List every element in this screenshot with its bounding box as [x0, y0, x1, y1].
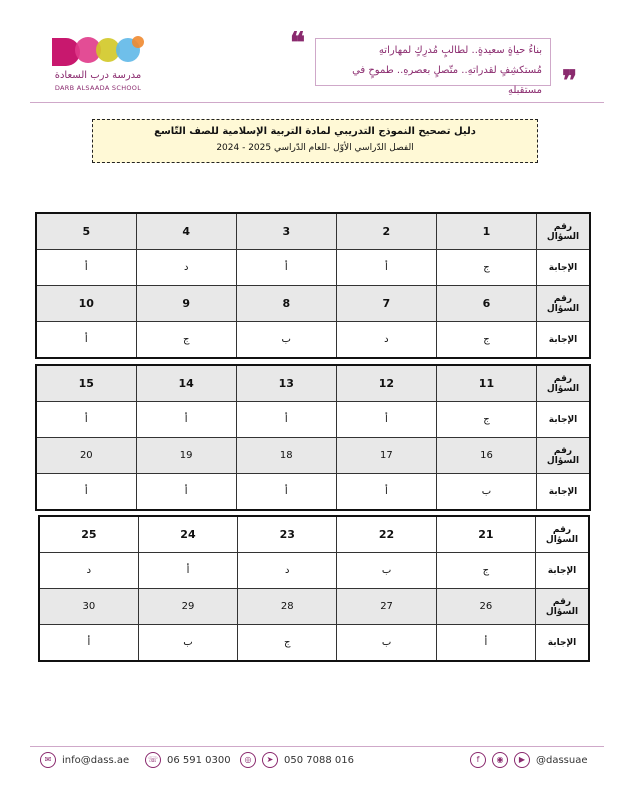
answer-cell: ج	[436, 553, 535, 589]
answer-cell: أ	[336, 250, 436, 286]
facebook-icon[interactable]: f	[470, 752, 486, 768]
question-number: 21	[436, 516, 535, 553]
answer-label: الإجابة	[536, 553, 590, 589]
answer-cell: أ	[436, 625, 535, 662]
answer-cell: أ	[39, 625, 138, 662]
phone-contact[interactable]	[145, 752, 231, 768]
answer-cell: أ	[136, 402, 236, 438]
question-number: 9	[136, 286, 236, 322]
answer-cell: د	[336, 322, 436, 359]
question-number: 11	[436, 365, 536, 402]
answer-cell: ب	[337, 553, 436, 589]
answer-cell: ج	[136, 322, 236, 359]
table-row	[39, 553, 589, 589]
question-label: رقم السؤال	[537, 286, 591, 322]
answer-cell: أ	[336, 474, 436, 511]
logo-english-text: DARB ALSAADA SCHOOL	[54, 84, 142, 92]
answer-label: الإجابة	[537, 250, 591, 286]
school-slogan	[315, 38, 551, 96]
open-quote-icon: ❝	[290, 26, 306, 59]
slogan-line-2: مُستكشِفٍ لقدراتهِ.. متّصلٍ بعصرهِ.. طموحٍ في مستقبلهِ	[352, 65, 542, 96]
answer-cell: أ	[36, 402, 136, 438]
answer-cell: أ	[136, 474, 236, 511]
table-row	[36, 402, 590, 438]
email-text: info@dass.ae	[62, 754, 130, 766]
logo-arabic-text: مدرسة درب السعادة	[54, 70, 142, 81]
table-row	[39, 516, 589, 553]
question-label: رقم السؤال	[537, 365, 591, 402]
table-row	[36, 213, 590, 250]
question-number: 12	[336, 365, 436, 402]
social-contact[interactable]	[470, 752, 588, 768]
youtube-icon[interactable]: ▶	[514, 752, 530, 768]
social-handle: @dassuae	[536, 754, 588, 766]
question-number: 22	[337, 516, 436, 553]
question-number: 2	[336, 213, 436, 250]
footer-contacts	[40, 752, 596, 772]
phone-text: 06 591 0300	[167, 754, 231, 766]
table-row	[36, 322, 590, 359]
answer-cell: أ	[36, 322, 136, 359]
question-label: رقم السؤال	[537, 213, 591, 250]
telegram-icon: ➤	[262, 752, 278, 768]
answer-cell: ج	[436, 402, 536, 438]
whatsapp-icon: ◎	[240, 752, 256, 768]
answer-cell: د	[136, 250, 236, 286]
question-label: رقم السؤال	[536, 516, 590, 553]
answer-cell: ج	[436, 250, 536, 286]
answer-cell: أ	[236, 250, 336, 286]
document-title: دليل تصحيح النموذج التدريبي لمادة التربية الإسلامية للصف التّاسع	[154, 126, 476, 137]
question-number: 28	[238, 589, 337, 625]
table-row	[39, 589, 589, 625]
question-number: 23	[238, 516, 337, 553]
answer-cell: ج	[436, 322, 536, 359]
answer-cell: ب	[337, 625, 436, 662]
question-number: 18	[236, 438, 336, 474]
instagram-icon[interactable]: ◉	[492, 752, 508, 768]
table-row	[36, 474, 590, 511]
answer-cell: ج	[238, 625, 337, 662]
table-row	[36, 365, 590, 402]
answer-cell: أ	[336, 402, 436, 438]
question-number: 24	[138, 516, 237, 553]
footer-divider	[30, 746, 604, 747]
question-number: 25	[39, 516, 138, 553]
answer-label: الإجابة	[537, 474, 591, 511]
document-title-box	[92, 119, 538, 163]
document-subtitle: الفصل الدّراسي الأوّل -للعام الدّراسي 2025 - 2024	[216, 143, 414, 153]
answer-cell: أ	[236, 474, 336, 511]
question-number: 5	[36, 213, 136, 250]
question-number: 26	[436, 589, 535, 625]
email-contact[interactable]	[40, 752, 129, 768]
header-divider	[30, 102, 604, 103]
question-number: 8	[236, 286, 336, 322]
answer-cell: أ	[236, 402, 336, 438]
question-number: 29	[138, 589, 237, 625]
question-number: 7	[336, 286, 436, 322]
answer-cell: د	[39, 553, 138, 589]
question-number: 16	[436, 438, 536, 474]
answer-table-1	[35, 212, 591, 359]
answer-cell: أ	[36, 474, 136, 511]
question-number: 1	[436, 213, 536, 250]
answer-cell: أ	[36, 250, 136, 286]
answer-cell: ب	[236, 322, 336, 359]
question-number: 14	[136, 365, 236, 402]
table-row	[36, 438, 590, 474]
answer-cell: ب	[138, 625, 237, 662]
email-icon: ✉	[40, 752, 56, 768]
question-number: 10	[36, 286, 136, 322]
answer-cell: د	[238, 553, 337, 589]
question-number: 15	[36, 365, 136, 402]
table-row	[36, 250, 590, 286]
mobile-contact[interactable]	[240, 752, 354, 768]
question-number: 19	[136, 438, 236, 474]
question-number: 30	[39, 589, 138, 625]
close-quote-icon: ❞	[562, 64, 578, 97]
question-number: 13	[236, 365, 336, 402]
answer-cell: ب	[436, 474, 536, 511]
question-number: 3	[236, 213, 336, 250]
answer-table-2	[35, 364, 591, 511]
question-number: 6	[436, 286, 536, 322]
answer-label: الإجابة	[537, 322, 591, 359]
mobile-text: 050 7088 016	[284, 754, 354, 766]
question-number: 4	[136, 213, 236, 250]
table-row	[36, 286, 590, 322]
answer-cell: أ	[138, 553, 237, 589]
question-number: 17	[336, 438, 436, 474]
question-label: رقم السؤال	[537, 438, 591, 474]
phone-icon: ☏	[145, 752, 161, 768]
question-label: رقم السؤال	[536, 589, 590, 625]
answer-table-3	[38, 515, 590, 662]
answer-label: الإجابة	[537, 402, 591, 438]
question-number: 27	[337, 589, 436, 625]
question-number: 20	[36, 438, 136, 474]
table-row	[39, 625, 589, 662]
slogan-line-1: بناءُ حياةٍ سعيدةٍ.. لطالبٍ مُدرِكٍ لمهاراتهِ	[378, 45, 542, 56]
answer-label: الإجابة	[536, 625, 590, 662]
